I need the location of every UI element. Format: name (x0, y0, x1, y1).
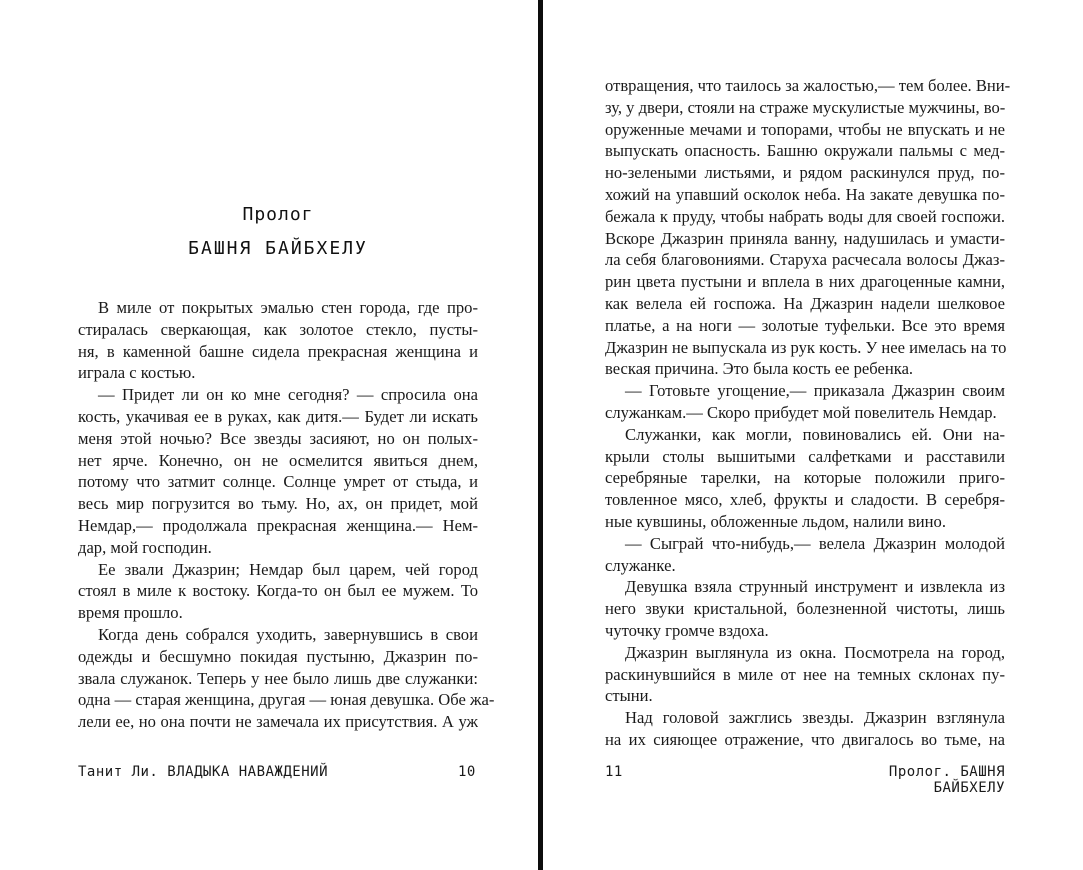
text-line: одежды и бесшумно покидая пустыню, Джазрин по- (78, 646, 478, 666)
text-line: одна — старая женщина, другая — юная девушка. Обе жа- (78, 690, 495, 710)
text-line: Когда день собрался уходить, завернувшись в свои (98, 624, 478, 644)
text-line: крыли столы вышитыми салфетками и расставили (605, 446, 1005, 466)
text-line: ня, в каменной башне сидела прекрасная женщина и (78, 341, 478, 361)
text-line: звала служанок. Теперь у нее было лишь две служанки: (78, 668, 478, 688)
text-line: кость, укачивая ее в руках, как дитя.— Будет ли искать (78, 406, 478, 426)
text-line: лели ее, но она почти не замечала их присутствия. А уж (78, 712, 478, 732)
text-line: Джазрин не выпускала из рук кость. У нее имелась на то (605, 337, 1007, 357)
chapter-heading: Пролог (242, 204, 314, 225)
text-line: серебряные тарелки, на которые положили приго- (605, 468, 1005, 488)
text-line: Ее звали Джазрин; Немдар был царем, чей город (98, 559, 478, 579)
text-line: хожий на упавший осколок неба. На закате девушка по- (605, 184, 1005, 204)
text-line: — Придет ли он ко мне сегодня? — спросила она (98, 385, 478, 405)
text-line: служанкам.— Скоро прибудет мой повелитель Немдар. (605, 402, 997, 422)
text-line: стоял в миле к востоку. Когда-то он был ее мужем. То (78, 581, 478, 601)
text-line: чуточку громче вздоха. (605, 620, 769, 640)
text-line: Девушка взяла струнный инструмент и извлекла из (625, 577, 1005, 597)
text-line: нет ярче. Конечно, он не осмелится явиться днем, (78, 450, 478, 470)
left-page (0, 0, 538, 870)
text-line: него звуки кристальной, болезненной чистоты, лишь (605, 599, 1005, 619)
text-line: Немдар,— продолжала прекрасная женщина.— Нем- (78, 515, 478, 535)
right-page-number: 11 (605, 764, 623, 780)
text-line: платье, а на ноги — золотые туфельки. Все это время (605, 315, 1005, 335)
text-line: играла с костью. (78, 363, 196, 383)
text-line: служанке. (605, 555, 676, 575)
left-page-number: 10 (458, 764, 476, 780)
text-line: время прошло. (78, 603, 183, 623)
text-line: Над головой зажглись звезды. Джазрин взглянула (625, 708, 1005, 728)
text-line: дар, мой господин. (78, 537, 212, 557)
left-running-footer: Танит Ли. ВЛАДЫКА НАВАЖДЕНИЙ (78, 764, 329, 780)
text-line: Вскоре Джазрин приняла ванну, надушилась и умасти- (605, 228, 1005, 248)
text-line: раскинувшийся в миле от нее на темных склонах пу- (605, 664, 1005, 684)
text-line: рин цвета пустыни и вплела в них драгоценные камни, (605, 272, 1005, 292)
text-line: как велела ей госпожа. На Джазрин надели шелковое (605, 293, 1005, 313)
text-line: ла себя благовониями. Старуха расчесала волосы Джаз- (605, 250, 1005, 270)
text-line: на их сияющее отражение, что двигалось во тьме, на (605, 729, 1005, 749)
chapter-title: БАШНЯ БАЙБХЕЛУ (188, 238, 368, 259)
text-line: веская причина. Это была кость ее ребенка. (605, 359, 914, 379)
text-line: стиралась сверкающая, как золотое стекло, пусты- (78, 319, 478, 339)
text-line: весь мир погрузится во тьму. Но, ах, он придет, мой (78, 494, 478, 514)
text-line: потому что затмит солнце. Солнце умрет от стыда, и (78, 472, 478, 492)
text-line: выпускать опасность. Башню окружали пальмы с мед- (605, 141, 1005, 161)
text-line: но-зелеными листьями, и рядом раскинулся пруд, по- (605, 163, 1005, 183)
text-line: меня этой ночью? Все звезды засияют, но он полых- (78, 428, 478, 448)
text-line: — Сыграй что-нибудь,— велела Джазрин молодой (625, 533, 1005, 553)
text-line: — Готовьте угощение,— приказала Джазрин своим (625, 381, 1005, 401)
text-line: стыни. (605, 686, 653, 706)
text-line: В миле от покрытых эмалью стен города, где про- (98, 298, 478, 317)
text-line: отвращения, что таилось за жалостью,— тем более. Вни- (605, 76, 1011, 95)
text-line: Джазрин выглянула из окна. Посмотрела на город, (625, 642, 1005, 662)
text-line: ные кувшины, обложенные льдом, налили вино. (605, 511, 946, 531)
left-page-body (78, 297, 495, 733)
right-running-footer: Пролог. БАШНЯ БАЙБХЕЛУ (888, 764, 1005, 796)
text-line: бежала к пруду, чтобы набрать воды для своей госпожи. (605, 206, 1005, 226)
text-line: Служанки, как могли, повиновались ей. Они на- (625, 424, 1005, 444)
text-line: товленное мясо, хлеб, фрукты и сладости. В серебря- (605, 490, 1005, 510)
right-page-body (605, 75, 1011, 751)
text-line: оруженные мечами и топорами, чтобы не впускать и не (605, 119, 1005, 139)
right-page (543, 0, 1083, 870)
text-line: зу, у двери, стояли на страже мускулистые мужчины, во- (605, 97, 1006, 117)
